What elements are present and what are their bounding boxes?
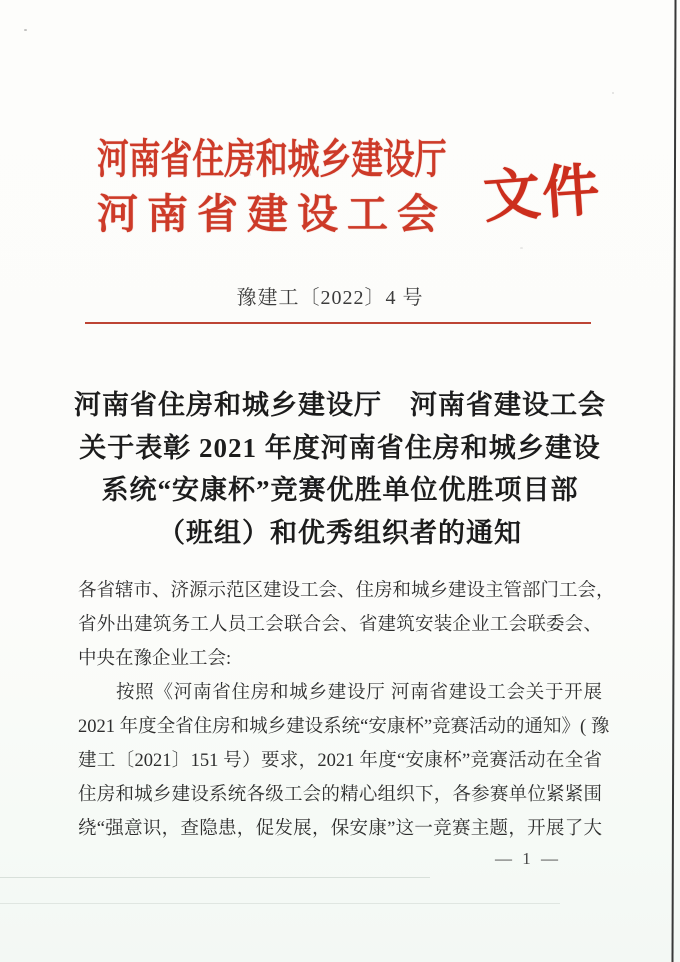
letterhead-org-line2	[97, 181, 438, 240]
title-line-1: 河南省住房和城乡建设厅 河南省建设工会	[74, 390, 606, 420]
letterhead-doc-type: 文件	[481, 158, 604, 231]
org2-char: 工	[347, 191, 388, 237]
org2-char: 河	[97, 191, 138, 237]
org2-char: 会	[397, 191, 438, 237]
scan-speck	[24, 29, 27, 31]
red-separator-rule	[85, 322, 591, 324]
body-line-7: 住房和城乡建设系统各级工会的精心组织下，各参赛单位紧紧围	[78, 785, 602, 805]
page-edge-shadow	[671, 0, 676, 962]
org2-char: 南	[147, 191, 188, 237]
scan-artifact-line	[0, 877, 430, 878]
document-body	[78, 574, 615, 846]
body-line-8: 绕“强意识，查隐患，促发展，保安康”这一竞赛主题，开展了大	[78, 819, 602, 839]
title-line-3: 系统“安康杯”竞赛优胜单位优胜项目部	[101, 475, 579, 505]
body-line-3: 中央在豫企业工会:	[78, 649, 232, 669]
document-title	[30, 384, 650, 554]
document-number: 豫建工〔2022〕4 号	[236, 287, 424, 309]
body-line-2: 省外出建筑务工人员工会联合会、省建筑安装企业工会联委会、	[78, 615, 602, 635]
scan-speck	[520, 247, 523, 249]
scan-artifact-line	[0, 903, 560, 904]
scan-speck	[612, 92, 614, 94]
letterhead-org-line1: 河南省住房和城乡建设厅	[97, 136, 447, 182]
title-line-2: 关于表彰 2021 年度河南省住房和城乡建设	[79, 432, 601, 463]
org2-char: 建	[247, 191, 288, 237]
body-line-5: 2021 年度全省住房和城乡建设系统“安康杯”竞赛活动的通知》( 豫	[78, 717, 610, 737]
title-line-4: （班组）和优秀组织者的通知	[158, 517, 522, 548]
page-number: — 1 —	[495, 849, 561, 868]
body-line-1: 各省辖市、济源示范区建设工会、住房和城乡建设主管部门工会，	[78, 581, 615, 601]
org2-char: 省	[197, 191, 238, 237]
org2-char: 设	[297, 191, 338, 237]
body-line-6: 建工〔2021〕151 号）要求，2021 年度“安康杯”竞赛活动在全省	[78, 751, 602, 771]
body-line-4: 按照《河南省住房和城乡建设厅 河南省建设工会关于开展	[116, 683, 602, 703]
